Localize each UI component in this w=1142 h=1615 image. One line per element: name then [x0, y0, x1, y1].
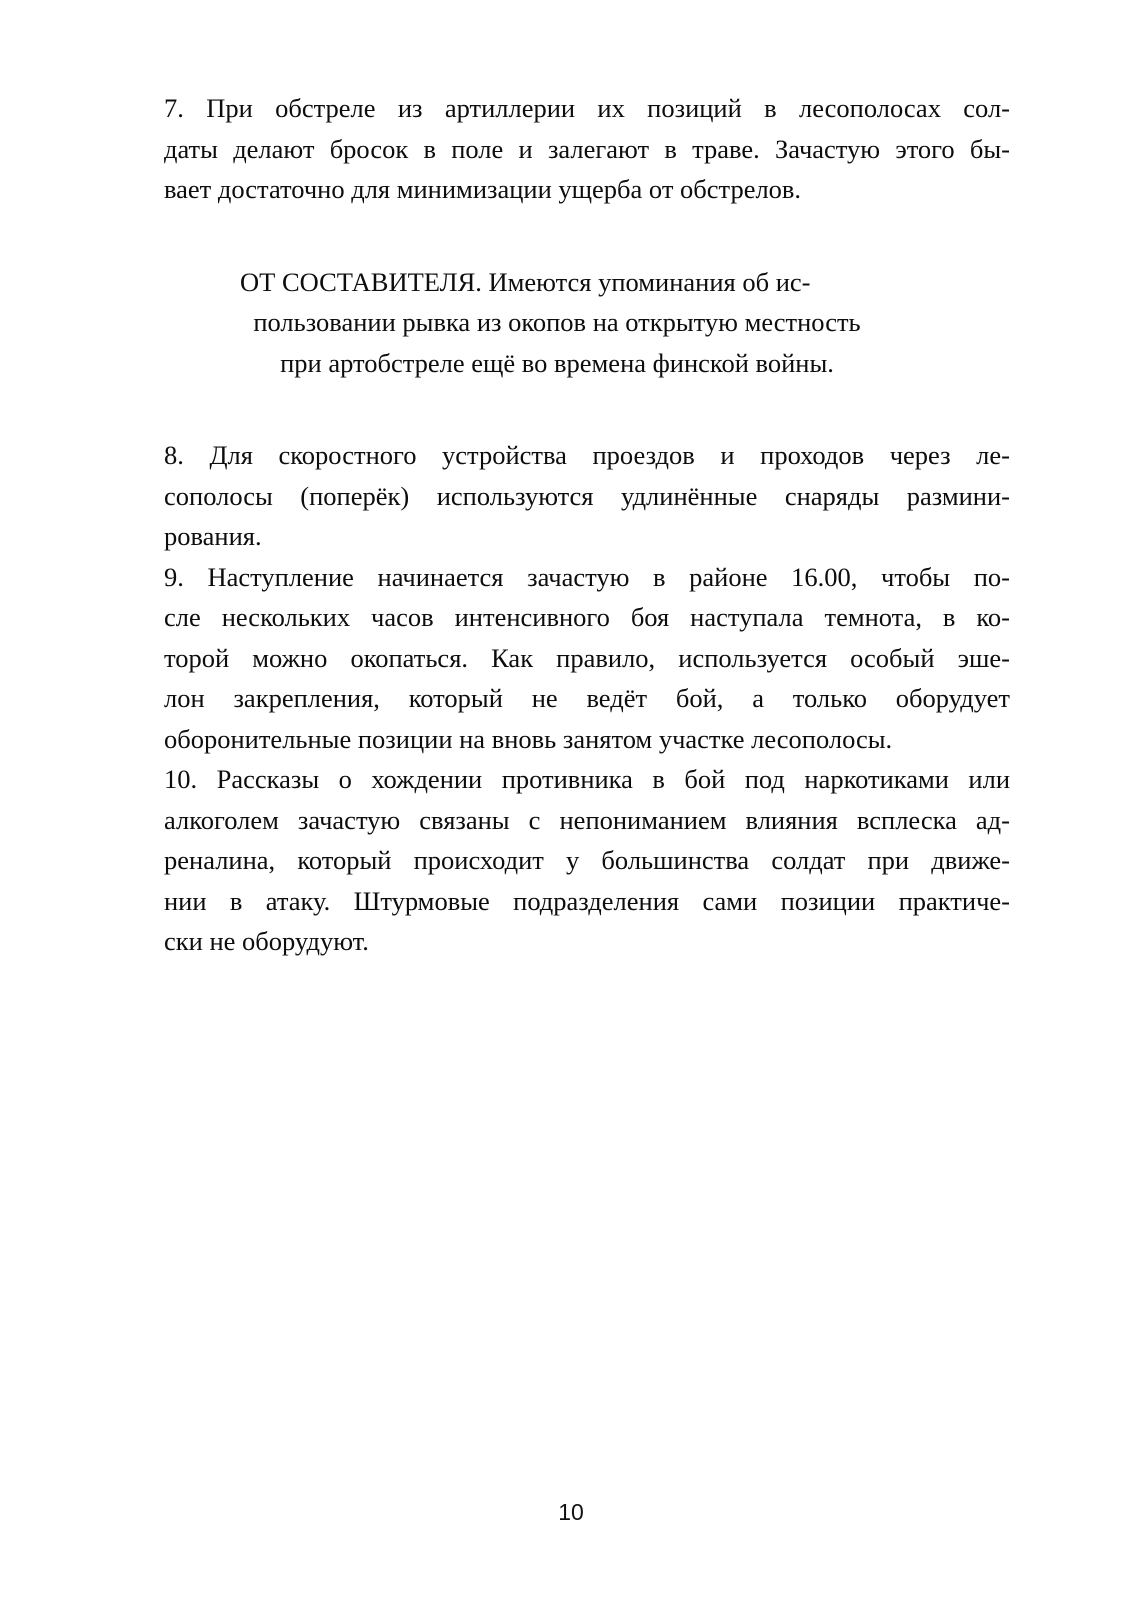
paragraph-10-line: 10. Рассказы о хождении противника в бой под наркотиками или — [164, 764, 1010, 794]
paragraph-8-line: сополосы (поперёк) используются удлинённые снаряды размини- — [164, 480, 1010, 511]
paragraph-7 — [128, 88, 1010, 210]
paragraph-7-line: 7. При обстреле из артиллерии их позиций в лесополосах сол- — [164, 93, 1010, 123]
text-column — [128, 88, 1010, 962]
editor-note-line: пользовании рывка из окопов на открытую местность — [253, 307, 861, 337]
paragraph-10 — [128, 759, 1010, 962]
paragraph-8 — [128, 435, 1010, 557]
paragraph-7-line: даты делают бросок в поле и залегают в траве. Зачастую этого бы- — [164, 133, 1010, 164]
paragraph-8-line: рования. — [164, 521, 262, 551]
paragraph-9-line: сле нескольких часов интенсивного боя наступала темнота, в ко- — [164, 602, 1010, 632]
paragraph-10-line: нии в атаку. Штурмовые подразделения сами позиции практиче- — [164, 885, 1010, 916]
paragraph-9-line: лон закрепления, который не ведёт бой, а только оборудует — [164, 683, 1010, 713]
paragraph-9-line: торой можно окопаться. Как правило, используется особый эше- — [164, 642, 1010, 673]
paragraph-9-line: 9. Наступление начинается зачастую в районе 16.00, чтобы по- — [164, 561, 1010, 592]
paragraph-10-line: алкоголем зачастую связаны с непониманием влияния всплеска ад- — [164, 804, 1010, 835]
paragraph-10-line: ски не оборудуют. — [164, 926, 369, 956]
paragraph-8-line: 8. Для скоростного устройства проездов и проходов через ле- — [164, 440, 1010, 470]
paragraph-9 — [128, 557, 1010, 760]
editor-note-block — [182, 262, 932, 384]
editor-note-line: при артобстреле ещё во времена финской войны. — [280, 347, 834, 378]
paragraph-10-line: реналина, который происходит у большинства солдат при движе- — [164, 845, 1010, 875]
page-number: 10 — [558, 1499, 584, 1525]
paragraph-7-line: вает достаточно для минимизации ущерба от обстрелов. — [164, 174, 802, 204]
paragraph-9-line: оборонительные позиции на вновь занятом участке лесополосы. — [164, 723, 893, 754]
editor-note-line: ОТ СОСТАВИТЕЛЯ. Имеются упоминания об ис- — [240, 266, 811, 297]
